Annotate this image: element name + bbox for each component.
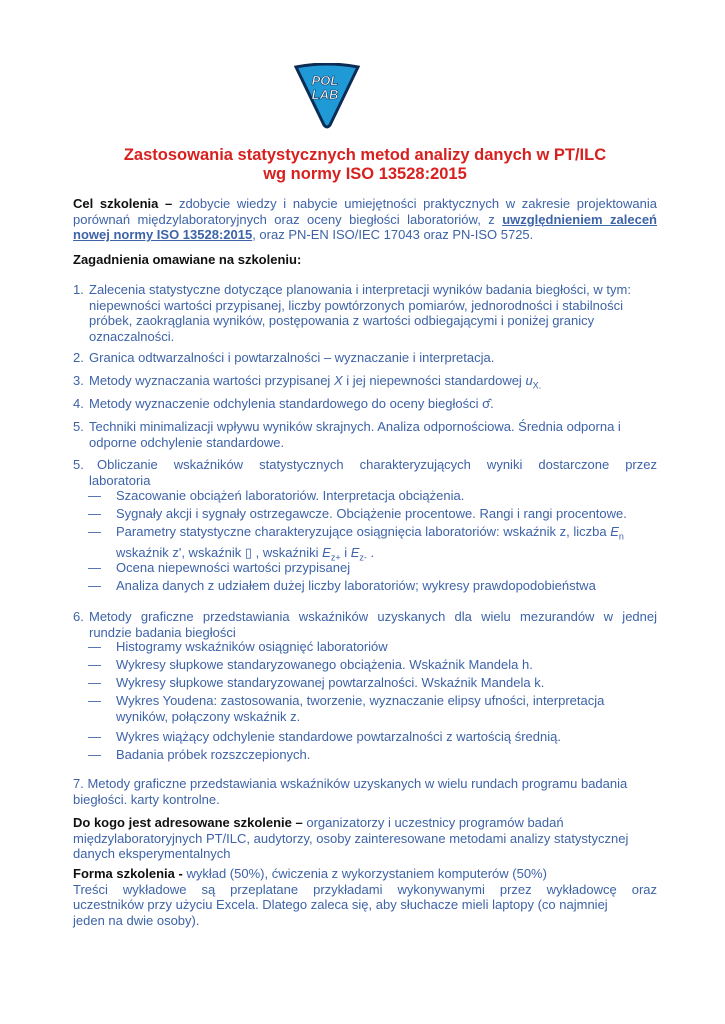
list-item-4	[73, 396, 657, 412]
item-1-cont-1: niepewności wartości przypisanej, liczby powtórzonych pomiarów, jednorodności i stabilności	[89, 297, 623, 313]
dash-icon: —	[88, 675, 101, 690]
sub5-text-1: Szacowanie obciążeń laboratoriów. Interpretacja obciążenia.	[116, 488, 465, 503]
sub5-item-5	[88, 578, 658, 594]
dash-icon: —	[88, 639, 101, 654]
form-label: Forma szkolenia	[73, 866, 175, 881]
sub6-item-5	[88, 729, 658, 745]
audience-paragraph	[73, 815, 657, 862]
item-3-num: 3.	[73, 373, 84, 388]
item-3-x: X	[333, 373, 343, 388]
audience-line-1: organizatorzy i uczestnicy programów badań	[302, 815, 564, 830]
dash-icon: —	[88, 729, 101, 744]
item-1-text: Zalecenia statystyczne dotyczące planowania i interpretacji wyników badania biegłości, w tym:	[89, 282, 631, 297]
form-dash: -	[174, 866, 183, 881]
pollab-logo	[292, 63, 362, 129]
goal-text-b: , oraz PN-EN ISO/IEC 17043 oraz PN-ISO 5725.	[252, 227, 534, 242]
sub6-text-3: Wykresy słupkowe standaryzowanej powtarzalności. Wskaźnik Mandela k.	[116, 675, 545, 690]
form-line-2: Treści wykładowe są przeplatane przykładami wykonywanymi przez wykładowcę oraz	[73, 881, 657, 897]
item-2-text: Granica odtwarzalności i powtarzalności – wyznaczanie i interpretacja.	[89, 350, 495, 365]
ez-plus-sub: z+	[330, 552, 341, 563]
dash-icon: —	[88, 506, 101, 521]
item-4-num: 4.	[73, 396, 84, 411]
item-6-num: 6.	[73, 609, 84, 624]
form-line-3: uczestników przy użyciu Excela. Dlatego zaleca się, aby słuchacze mieli laptopy (co najmniej	[73, 897, 608, 912]
sub5-item-4	[88, 560, 658, 576]
item-1-cont-2: próbek, zaokrąglania wyników, postępowania z wartości odbiegającymi i poniżej granicy	[89, 313, 595, 328]
item-5b-num: 5.	[73, 457, 84, 472]
audience-dash: –	[291, 815, 303, 830]
item-3-u-sub: X.	[532, 380, 542, 391]
list-item-3	[73, 373, 657, 394]
item-3-text-b: i jej niepewności standardowej	[342, 373, 526, 388]
goal-paragraph	[73, 196, 657, 243]
audience-label: Do kogo jest adresowane szkolenie	[73, 815, 292, 830]
ez-minus-symbol: E	[350, 545, 360, 561]
ez-plus-symbol: E	[322, 545, 331, 561]
form-line-1: wykład (50%), ćwiczenia z wykorzystaniem komputerów (50%)	[182, 866, 547, 881]
dash-icon: —	[88, 524, 101, 539]
item-6-cont-1: rundzie badania biegłości	[89, 624, 236, 640]
missing-glyph-icon: ▯	[244, 545, 253, 561]
sub5-item-2	[88, 506, 658, 522]
sub6-item-6	[88, 747, 658, 763]
sub5-text-3-end: .	[366, 545, 375, 561]
item-5-num: 5.	[73, 419, 84, 434]
item-5b-cont-1: laboratoria	[89, 472, 151, 488]
sub5-text-3a: Parametry statystyczne charakteryzujące osiągnięcia laboratoriów: wskaźnik z, liczba	[116, 524, 611, 539]
form-paragraph	[73, 866, 657, 928]
sub6-item-1	[88, 639, 658, 655]
item-5-text: Techniki minimalizacji wpływu wyników skrajnych. Analiza odpornościowa. Średnia odporna i	[89, 419, 621, 434]
dash-icon: —	[88, 578, 101, 593]
dash-icon: —	[88, 693, 101, 708]
list-item-2	[73, 350, 657, 366]
list-item-1	[73, 282, 657, 344]
item-3-text-a: Metody wyznaczania wartości przypisanej	[89, 373, 334, 388]
list-item-5b	[73, 457, 657, 488]
title-line-2: wg normy ISO 13528:2015	[263, 165, 467, 183]
item-4-end: .	[490, 396, 494, 411]
item-3-u: u	[525, 373, 533, 388]
ez-minus-sub: z-	[359, 552, 367, 563]
list-item-6	[73, 609, 657, 640]
sub5-text-2: Sygnały akcji i sygnały ostrzegawcze. Obciążenie procentowe. Rangi i rangi procentowe.	[116, 506, 627, 521]
sub6-text-1: Histogramy wskaźników osiągnięć laboratoriów	[116, 639, 388, 654]
sub5-text-3b: wskaźnik z', wskaźnik	[116, 545, 245, 561]
goal-label: Cel szkolenia –	[73, 196, 173, 211]
item-5-cont-1: odporne odchylenie standardowe.	[89, 434, 285, 450]
list-item-5	[73, 419, 657, 450]
en-symbol: E	[610, 524, 619, 539]
title-line-1: Zastosowania statystycznych metod analizy danych w PT/ILC	[123, 146, 607, 164]
sub6-item-3	[88, 675, 658, 691]
sub6-text-6: Badania próbek rozszczepionych.	[116, 747, 311, 762]
sub6-text-2: Wykresy słupkowe standaryzowanego obciążenia. Wskaźnik Mandela h.	[116, 657, 533, 672]
dash-icon: —	[88, 657, 101, 672]
sub5-text-3c: , wskaźniki	[252, 545, 323, 561]
item-4-text: Metody wyznaczenie odchylenia standardowego do oceny biegłości	[89, 396, 483, 411]
dash-icon: —	[88, 488, 101, 503]
item-7-cont-1: biegłości. karty kontrolne.	[73, 791, 220, 807]
audience-line-3: danych eksperymentalnych	[73, 846, 231, 861]
audience-line-2: międzylaboratoryjnych PT/ILC, audytorzy, osoby zainteresowane metodami analizy statystycznej	[73, 830, 629, 846]
dash-icon: —	[88, 560, 101, 575]
sub6-text-5: Wykres wiążący odchylenie standardowe powtarzalności z wartością średnią.	[116, 729, 561, 744]
sub6-item-2	[88, 657, 658, 673]
sub6-text-4: Wykres Youdena: zastosowania, tworzenie, wyznaczanie elipsy ufności, interpretacja	[116, 693, 605, 708]
list-item-7	[73, 776, 657, 807]
item-5b-text: Obliczanie wskaźników statystycznych charakteryzujących wyniki dostarczone przez	[97, 457, 657, 472]
logo-text-lab: LAB	[311, 87, 339, 102]
goal-underlined: uwzględnieniem zaleceń nowej normy ISO 13528:2015	[73, 211, 657, 242]
sub5-item-1	[88, 488, 658, 504]
sub6-item-4	[88, 693, 658, 724]
en-sub: n	[618, 531, 624, 542]
goal-text-a: zdobycie wiedzy i nabycie umiejętności praktycznych w zakresie projektowania porównań międzylaboratoryjnych oraz oceny biegłości laboratoriów, z	[73, 196, 658, 227]
page-title	[60, 146, 670, 184]
item-1-num: 1.	[73, 282, 84, 297]
item-1-cont-3: oznaczalności.	[89, 328, 175, 344]
dash-icon: —	[88, 747, 101, 762]
sub5-text-4: Ocena niepewności wartości przypisanej	[116, 560, 351, 575]
form-line-4: jeden na dwie osoby).	[73, 912, 200, 928]
item-7-text: 7. Metody graficzne przedstawiania wskaźników uzyskanych w wielu rundach programu badania	[73, 776, 628, 791]
sub5-text-5: Analiza danych z udziałem dużej liczby laboratoriów; wykresy prawdopodobieństwa	[116, 578, 596, 593]
logo-text-pol: POL	[311, 73, 339, 88]
sigma-hat-symbol: σ̂	[482, 396, 491, 411]
item-2-num: 2.	[73, 350, 84, 365]
item-6-text: Metody graficzne przedstawiania wskaźników uzyskanych dla wielu mezurandów w jednej	[89, 609, 657, 624]
sub6-text-4b: wyników, połączony wskaźnik z.	[116, 708, 301, 724]
topics-heading: Zagadnienia omawiane na szkoleniu:	[73, 252, 302, 267]
sub5-text-and: i	[340, 545, 351, 561]
